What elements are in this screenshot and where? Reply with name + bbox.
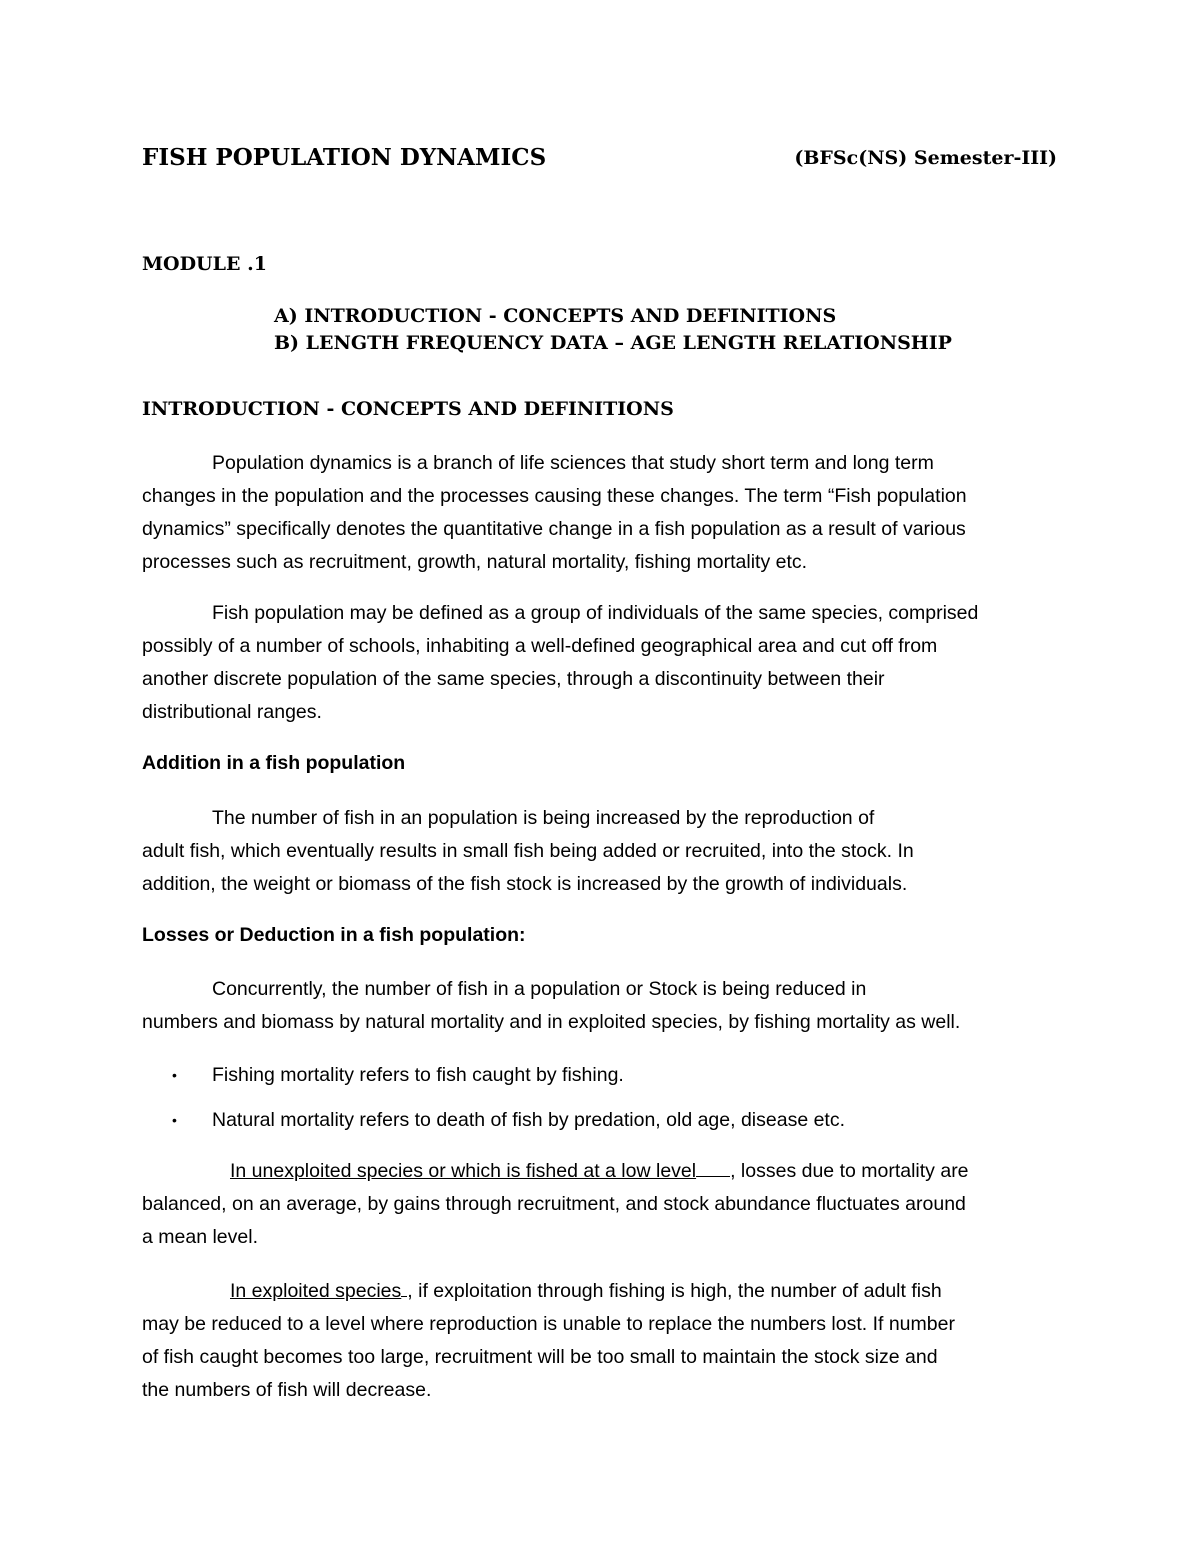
text-line: balanced, on an average, by gains through recruitment, and stock abundance fluctuates around (142, 1193, 966, 1215)
text-line: Fish population may be defined as a group of individuals of the same species, comprised (212, 602, 979, 624)
losses-paragraph (142, 973, 1060, 1039)
list-item (172, 1059, 845, 1104)
unexploited-paragraph (142, 1155, 1060, 1254)
intro-heading: INTRODUCTION - CONCEPTS AND DEFINITIONS (142, 398, 674, 420)
line-rest: , if exploitation through fishing is high, the number of adult fish (407, 1280, 942, 1302)
bullet-text: Fishing mortality refers to fish caught by fishing. (212, 1064, 624, 1086)
module-topic-a: A) INTRODUCTION - CONCEPTS AND DEFINITIONS (274, 305, 837, 327)
text-line: adult fish, which eventually results in small fish being added or recruited, into the stock. In (142, 840, 914, 862)
text-line: dynamics” specifically denotes the quantitative change in a fish population as a result of various (142, 518, 966, 540)
text-line: of fish caught becomes too large, recruitment will be too small to maintain the stock size and (142, 1346, 938, 1368)
text-line: a mean level. (142, 1226, 258, 1248)
text-line: possibly of a number of schools, inhabiting a well-defined geographical area and cut off from (142, 635, 938, 657)
bullet-icon: • (172, 1112, 177, 1128)
underlined-phrase: In exploited species (230, 1280, 402, 1302)
addition-heading: Addition in a fish population (142, 752, 406, 774)
losses-heading: Losses or Deduction in a fish population: (142, 924, 526, 946)
text-line: Concurrently, the number of fish in a population or Stock is being reduced in (212, 978, 867, 1000)
mortality-bullet-list (172, 1059, 845, 1149)
text-line (142, 1275, 1060, 1308)
intro-paragraph-1 (142, 447, 1060, 579)
exploited-paragraph (142, 1275, 1060, 1407)
list-item (172, 1104, 845, 1149)
addition-paragraph (142, 802, 1060, 901)
line-rest: , losses due to mortality are (730, 1160, 969, 1182)
text-line: changes in the population and the processes causing these changes. The term “Fish population (142, 485, 967, 507)
text-line: numbers and biomass by natural mortality and in exploited species, by fishing mortality as well. (142, 1011, 961, 1033)
text-line (142, 1155, 1060, 1188)
text-line: another discrete population of the same species, through a discontinuity between their (142, 668, 885, 690)
text-line: distributional ranges. (142, 701, 322, 723)
text-line: processes such as recruitment, growth, natural mortality, fishing mortality etc. (142, 551, 808, 573)
intro-paragraph-2 (142, 597, 1060, 729)
text-line: Population dynamics is a branch of life sciences that study short term and long term (212, 452, 934, 474)
bullet-icon: • (172, 1067, 177, 1083)
module-label: MODULE .1 (142, 253, 267, 275)
underline-gap (696, 1159, 730, 1177)
text-line: addition, the weight or biomass of the fish stock is increased by the growth of individuals. (142, 873, 908, 895)
text-line: the numbers of fish will decrease. (142, 1379, 432, 1401)
text-line: The number of fish in an population is being increased by the reproduction of (212, 807, 875, 829)
document-title: FISH POPULATION DYNAMICS (142, 144, 547, 171)
course-label: (BFSc(NS) Semester-III) (794, 147, 1057, 169)
text-line: may be reduced to a level where reproduction is unable to replace the numbers lost. If number (142, 1313, 955, 1335)
underlined-phrase: In unexploited species or which is fished at a low level (230, 1160, 697, 1182)
bullet-text: Natural mortality refers to death of fish by predation, old age, disease etc. (212, 1109, 846, 1131)
module-topic-b: B) LENGTH FREQUENCY DATA – AGE LENGTH RELATIONSHIP (274, 332, 952, 354)
